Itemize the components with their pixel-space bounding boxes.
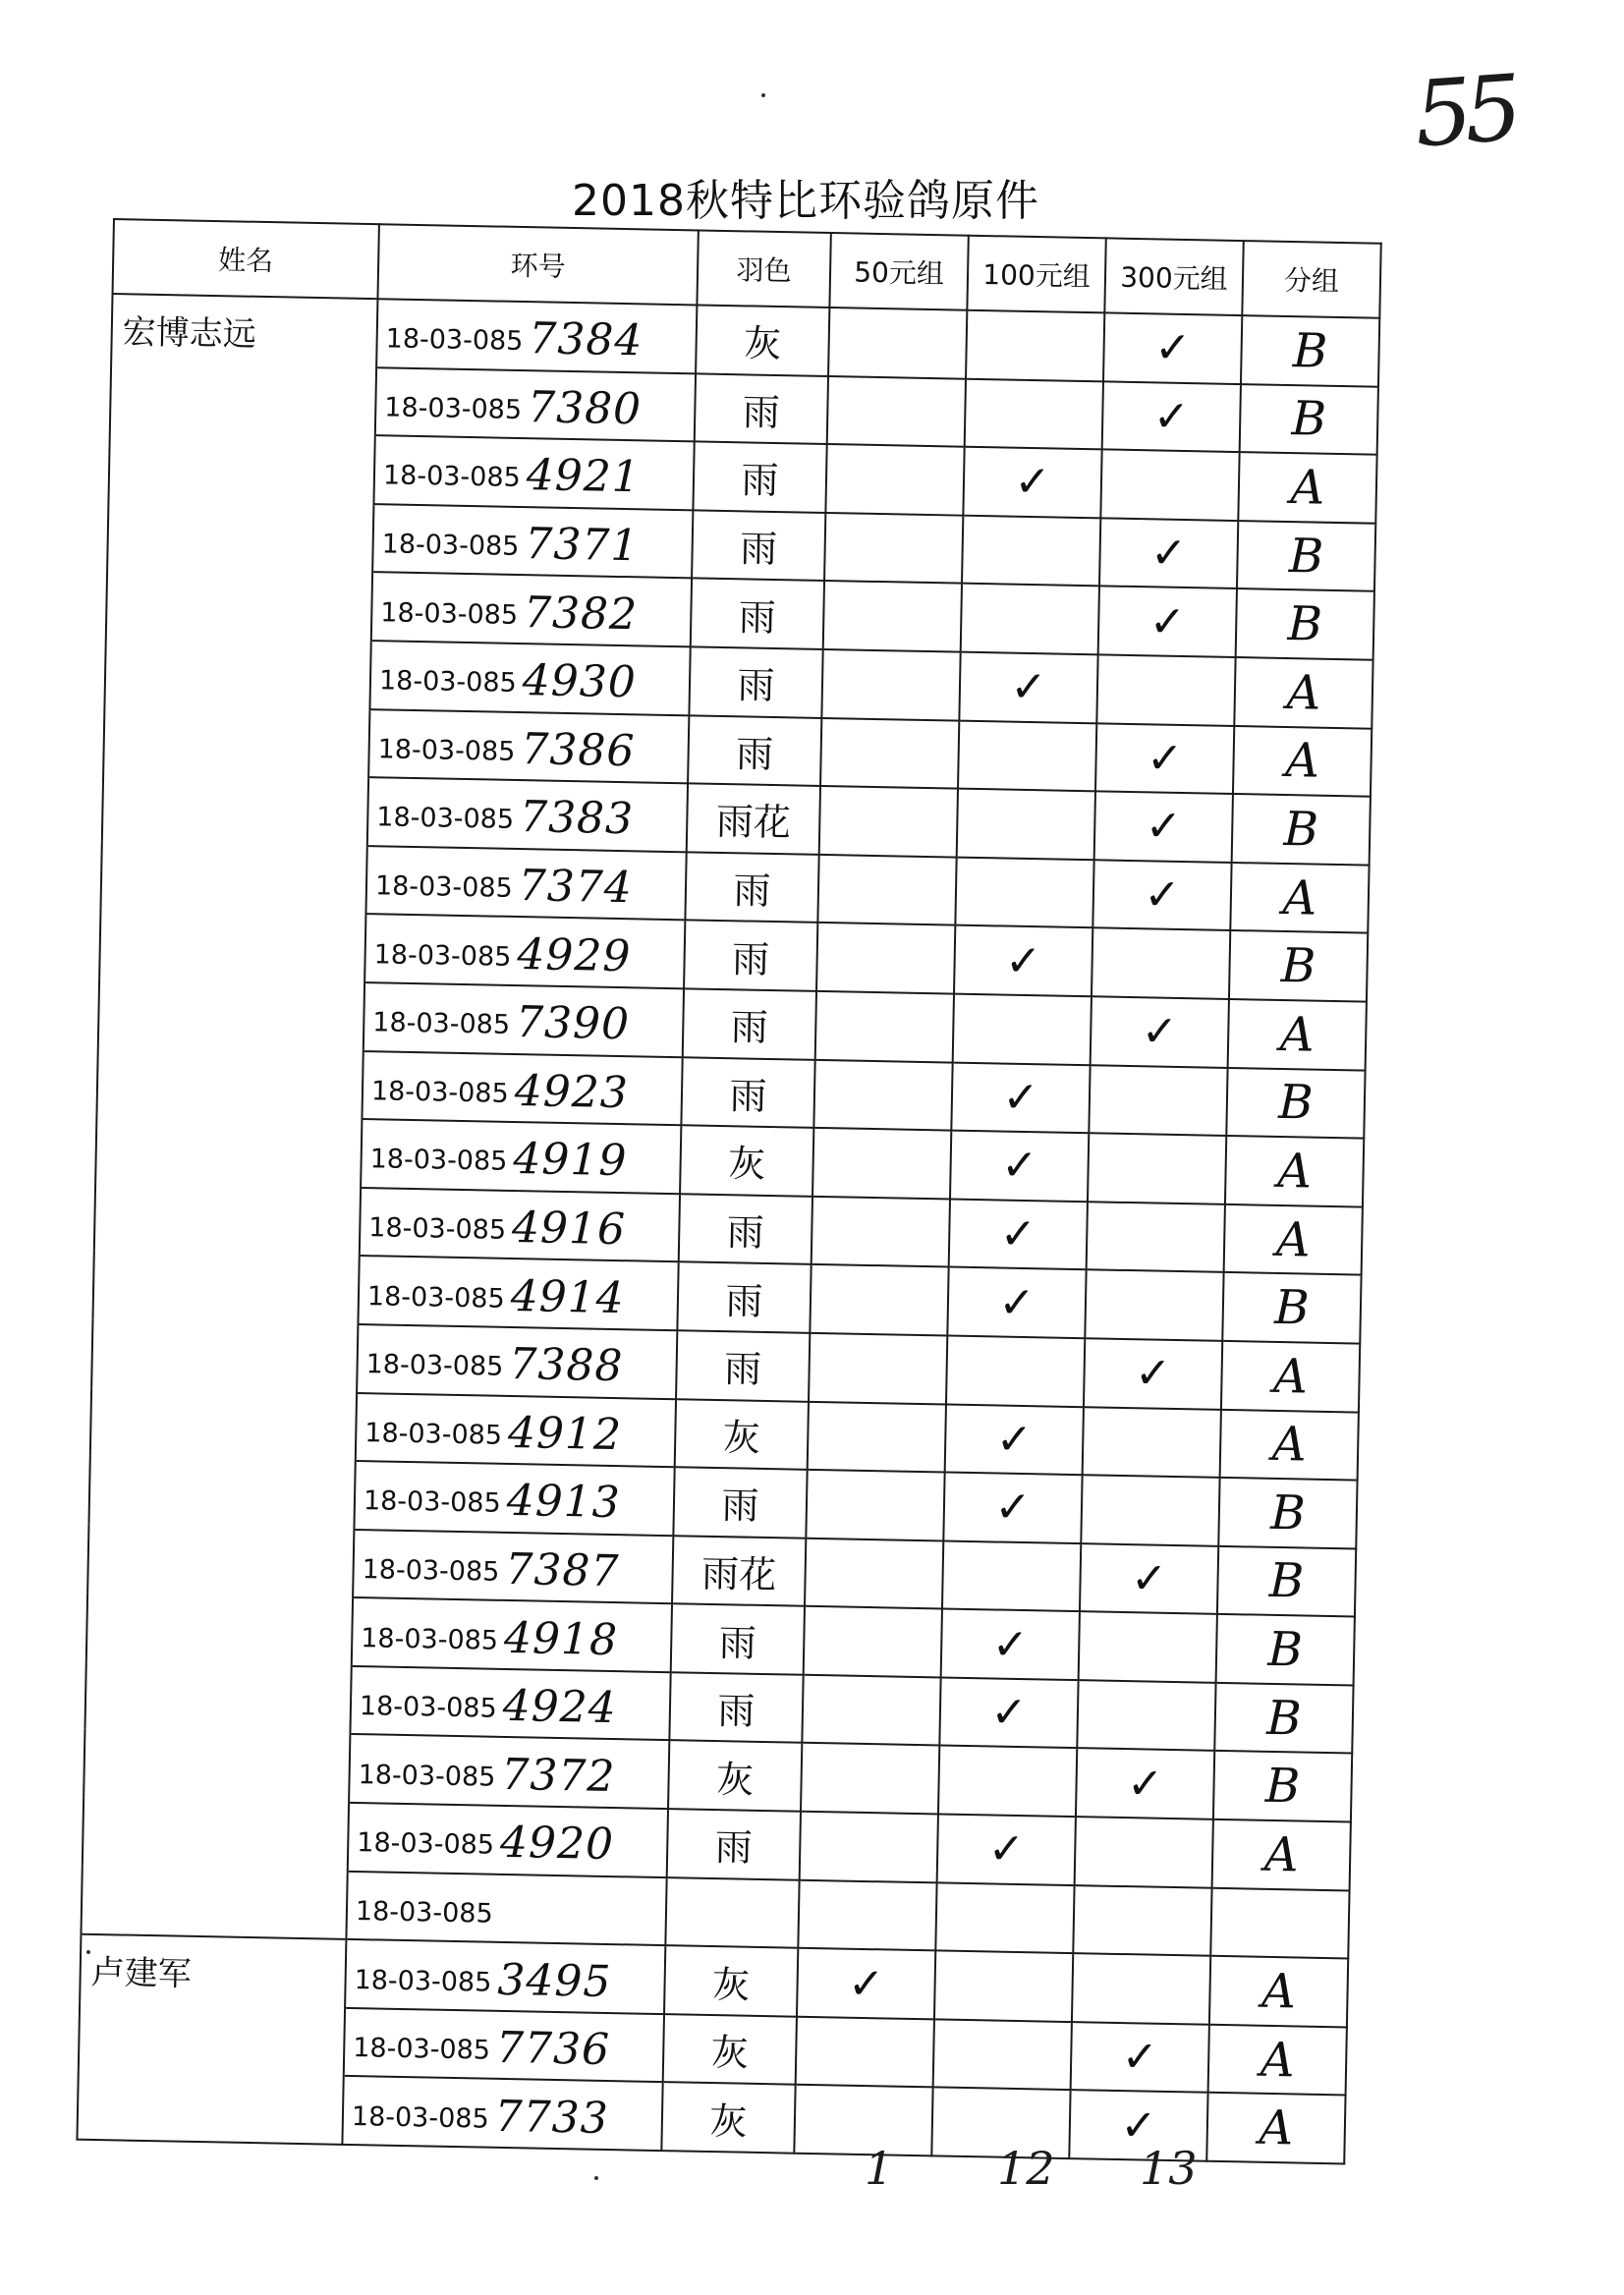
group-300-check: ✓ <box>1071 2022 1209 2093</box>
group-300-check <box>1085 1270 1223 1341</box>
group-100-check <box>953 994 1092 1065</box>
group-300-check: ✓ <box>1080 1543 1218 1614</box>
ring-handwritten-number: 7387 <box>504 1543 620 1597</box>
ring-number-cell <box>361 1119 681 1194</box>
ring-handwritten-number: 4919 <box>512 1134 628 1187</box>
feather-color-cell: 雨 <box>695 373 828 444</box>
group-100-check <box>966 310 1104 381</box>
ring-handwritten-number: 4914 <box>510 1270 626 1323</box>
feather-color-cell: 雨 <box>673 1467 807 1538</box>
owner-name-cell <box>102 772 368 846</box>
ring-handwritten-number: 7390 <box>515 997 631 1050</box>
owner-name-cell <box>106 567 372 641</box>
group-50-check: ✓ <box>797 1948 935 2019</box>
group-300-check <box>1079 1611 1217 1682</box>
total-50-group: 1 <box>865 2142 894 2195</box>
group-100-check: ✓ <box>963 447 1101 518</box>
ring-handwritten-number: 4916 <box>511 1203 627 1256</box>
feather-color-cell: 灰 <box>661 2083 795 2154</box>
group-100-check <box>962 515 1100 586</box>
registration-sheet <box>76 218 1379 2164</box>
header-50-group: 50元组 <box>829 233 968 310</box>
division-cell: B <box>1232 794 1371 865</box>
division-cell: B <box>1216 1614 1355 1685</box>
total-100-group: 12 <box>997 2142 1055 2195</box>
group-300-check <box>1096 654 1235 725</box>
ring-handwritten-number: 4923 <box>514 1065 630 1119</box>
ring-handwritten-number: 4930 <box>522 655 638 708</box>
ring-prefix: 18-03-085 <box>365 1349 504 1383</box>
feather-color-cell: 雨 <box>688 715 821 786</box>
division-cell: A <box>1221 1341 1360 1412</box>
group-50-check <box>813 1059 952 1130</box>
ring-handwritten-number: 4924 <box>502 1681 618 1734</box>
feather-color-cell: 雨 <box>689 646 822 717</box>
group-300-check: ✓ <box>1102 381 1241 452</box>
group-100-check <box>934 1951 1073 2022</box>
group-300-check <box>1089 1065 1227 1136</box>
ring-prefix: 18-03-085 <box>376 802 515 836</box>
group-100-check: ✓ <box>950 1131 1089 1202</box>
ring-handwritten-number: 7380 <box>527 382 643 435</box>
ring-number-cell <box>352 1597 672 1672</box>
header-color: 羽色 <box>697 230 830 308</box>
ring-number-cell <box>346 1872 666 1946</box>
group-50-check <box>796 2017 934 2088</box>
owner-name-cell <box>81 1866 347 1939</box>
division-cell: A <box>1209 1956 1348 2027</box>
owner-name-cell <box>92 1251 359 1324</box>
division-cell: A <box>1234 657 1372 728</box>
ring-handwritten-number: 7386 <box>520 723 636 777</box>
division-cell: A <box>1225 1136 1364 1206</box>
group-300-check <box>1087 1202 1225 1272</box>
ring-prefix: 18-03-085 <box>362 1554 500 1588</box>
feather-color-cell: 灰 <box>696 305 829 375</box>
owner-name-cell <box>103 703 369 777</box>
group-50-check <box>815 991 954 1062</box>
ring-prefix: 18-03-085 <box>373 938 512 973</box>
group-50-check <box>801 1743 939 1814</box>
group-100-check: ✓ <box>943 1473 1082 1543</box>
ring-number-cell <box>365 846 686 921</box>
ring-prefix: 18-03-085 <box>372 1007 511 1041</box>
ring-handwritten-number: 7374 <box>518 861 634 914</box>
group-50-check <box>819 786 958 857</box>
owner-name-cell <box>110 363 376 436</box>
ring-number-cell <box>342 2076 662 2151</box>
ring-handwritten-number: 7382 <box>523 587 639 640</box>
division-cell: A <box>1220 1409 1359 1480</box>
feather-color-cell: 雨花 <box>672 1536 806 1606</box>
group-50-check <box>824 513 963 584</box>
feather-color-cell: 雨 <box>677 1262 811 1333</box>
group-50-check <box>816 923 955 993</box>
ring-number-cell <box>376 299 697 373</box>
feather-color-cell: 雨 <box>669 1672 803 1743</box>
division-cell: B <box>1241 315 1379 386</box>
group-100-check <box>957 789 1095 860</box>
owner-name-cell <box>96 1045 363 1119</box>
group-50-check <box>812 1197 950 1267</box>
group-50-check <box>804 1606 942 1677</box>
owner-name-cell <box>90 1387 357 1461</box>
owner-name-cell: 宏博志远 <box>111 294 377 367</box>
ring-prefix: 18-03-085 <box>366 1280 505 1315</box>
feather-color-cell: 雨 <box>667 1809 801 1879</box>
group-50-check <box>825 444 964 515</box>
header-group: 分组 <box>1242 241 1380 318</box>
ring-handwritten-number: 4913 <box>506 1476 622 1529</box>
owner-name-cell <box>79 2003 345 2077</box>
scan-speck <box>594 2176 598 2180</box>
ring-number-cell <box>360 1188 680 1262</box>
owner-name-cell <box>91 1319 358 1393</box>
division-cell: B <box>1218 1478 1357 1548</box>
feather-color-cell: 雨 <box>679 1194 812 1264</box>
ring-number-cell <box>348 1803 668 1877</box>
ring-handwritten-number: 4929 <box>516 928 632 981</box>
ring-number-cell <box>364 914 685 988</box>
division-cell: A <box>1230 863 1369 933</box>
group-100-check <box>965 378 1103 449</box>
division-cell: B <box>1236 588 1374 659</box>
division-cell: B <box>1229 930 1368 1001</box>
group-300-check: ✓ <box>1098 587 1237 657</box>
ring-handwritten-number: 7388 <box>508 1339 624 1392</box>
group-100-check: ✓ <box>937 1814 1076 1884</box>
ring-number-cell <box>358 1256 678 1330</box>
owner-name-cell <box>87 1524 354 1597</box>
ring-prefix: 18-03-085 <box>377 734 516 767</box>
scan-speck <box>761 93 765 97</box>
division-cell: B <box>1222 1272 1361 1343</box>
group-50-check <box>817 855 956 925</box>
group-50-check <box>812 1128 951 1199</box>
owner-name-cell <box>105 636 371 709</box>
ring-prefix: 18-03-085 <box>364 1417 503 1451</box>
ring-prefix: 18-03-085 <box>355 1896 493 1930</box>
group-100-check <box>942 1540 1081 1611</box>
division-cell: B <box>1217 1546 1356 1617</box>
group-100-check <box>933 2019 1072 2090</box>
group-300-check: ✓ <box>1084 1338 1222 1409</box>
document-title: 2018秋特比环验鸽原件 <box>572 176 1039 226</box>
group-300-check <box>1081 1475 1219 1545</box>
group-50-check <box>828 308 967 378</box>
division-cell: B <box>1237 521 1375 591</box>
division-cell: B <box>1214 1683 1353 1754</box>
ring-number-cell <box>369 641 690 715</box>
ring-prefix: 18-03-085 <box>351 2100 489 2135</box>
ring-handwritten-number: 7383 <box>519 792 635 845</box>
ring-prefix: 18-03-085 <box>369 1144 508 1178</box>
owner-name-cell <box>84 1661 351 1735</box>
ring-number-cell <box>356 1392 676 1467</box>
group-100-check <box>938 1746 1077 1817</box>
feather-color-cell <box>665 1877 799 1948</box>
owner-name-cell <box>88 1456 355 1530</box>
ring-handwritten-number: 7736 <box>495 2022 611 2076</box>
ring-handwritten-number: 7384 <box>528 313 644 366</box>
group-300-check <box>1100 450 1239 521</box>
feather-color-cell: 雨 <box>684 921 817 991</box>
group-100-check <box>935 1882 1074 1953</box>
division-cell: A <box>1224 1204 1363 1275</box>
owner-name-cell <box>95 1114 362 1188</box>
group-100-check <box>958 720 1096 791</box>
ring-number-cell <box>373 435 694 510</box>
ring-prefix: 18-03-085 <box>374 870 514 904</box>
group-50-check <box>794 2085 932 2155</box>
group-300-check: ✓ <box>1099 518 1238 588</box>
owner-name-cell <box>83 1798 349 1872</box>
feather-color-cell: 雨 <box>692 510 825 581</box>
ring-handwritten-number: 4920 <box>499 1818 615 1871</box>
group-300-check: ✓ <box>1103 312 1242 383</box>
group-100-check: ✓ <box>951 1062 1090 1133</box>
division-cell: A <box>1228 999 1367 1070</box>
ring-number-cell <box>354 1461 674 1536</box>
division-cell: B <box>1240 384 1378 455</box>
owner-name-cell <box>109 430 375 504</box>
ring-handwritten-number: 7371 <box>524 519 640 572</box>
ring-number-cell <box>349 1734 669 1809</box>
group-50-check <box>805 1538 943 1608</box>
header-100-group: 100元组 <box>967 236 1105 313</box>
feather-color-cell: 灰 <box>664 1945 798 2016</box>
feather-color-cell: 灰 <box>680 1125 813 1196</box>
registration-table <box>76 218 1381 2164</box>
owner-name-cell <box>98 978 364 1051</box>
group-300-check <box>1073 1885 1211 1956</box>
ring-handwritten-number: 7372 <box>500 1749 616 1802</box>
feather-color-cell: 雨 <box>671 1603 805 1674</box>
group-50-check <box>820 718 959 789</box>
group-100-check: ✓ <box>954 925 1092 996</box>
group-50-check <box>809 1333 947 1404</box>
feather-color-cell: 雨 <box>693 442 826 513</box>
division-cell: A <box>1206 2093 1345 2163</box>
ring-number-cell <box>371 573 692 647</box>
page-number: 55 <box>1411 55 1518 168</box>
group-100-check: ✓ <box>959 652 1097 723</box>
group-50-check <box>827 376 966 447</box>
division-cell: B <box>1226 1067 1365 1138</box>
ring-handwritten-number <box>498 1886 499 1936</box>
group-100-check: ✓ <box>949 1199 1088 1269</box>
group-50-check <box>802 1675 940 1746</box>
feather-color-cell: 雨 <box>685 852 818 923</box>
owner-name-cell: 卢建军 <box>80 1934 346 2008</box>
group-100-check: ✓ <box>941 1609 1080 1680</box>
division-cell: A <box>1233 726 1372 797</box>
division-cell: A <box>1212 1819 1351 1890</box>
ring-number-cell <box>344 2008 664 2083</box>
feather-color-cell: 灰 <box>663 2014 797 2085</box>
group-50-check <box>821 649 960 720</box>
group-100-check <box>961 584 1099 654</box>
group-100-check <box>955 857 1093 927</box>
ring-prefix: 18-03-085 <box>358 1759 496 1793</box>
group-300-check: ✓ <box>1069 2090 1207 2160</box>
header-name: 姓名 <box>113 219 379 299</box>
feather-color-cell: 灰 <box>668 1741 802 1812</box>
division-cell: A <box>1238 452 1376 523</box>
group-300-check: ✓ <box>1094 791 1233 862</box>
header-ring: 环号 <box>377 224 698 305</box>
group-50-check <box>810 1264 948 1335</box>
scan-speck <box>86 1950 90 1954</box>
ring-handwritten-number: 4912 <box>507 1407 623 1460</box>
group-300-check <box>1083 1407 1221 1478</box>
ring-handwritten-number: 4921 <box>526 450 642 503</box>
group-50-check <box>806 1470 944 1540</box>
ring-number-cell <box>372 504 693 579</box>
owner-name-cell <box>94 1183 361 1257</box>
division-cell: B <box>1213 1751 1352 1821</box>
feather-color-cell: 雨 <box>676 1330 810 1401</box>
group-100-check <box>946 1335 1085 1406</box>
ring-number-cell <box>364 982 684 1057</box>
group-50-check <box>798 1879 936 1950</box>
ring-prefix: 18-03-085 <box>382 460 522 494</box>
owner-name-cell <box>107 499 373 573</box>
group-300-check <box>1075 1817 1213 1887</box>
ring-prefix: 18-03-085 <box>381 529 520 563</box>
ring-prefix: 18-03-085 <box>370 1076 509 1109</box>
ring-prefix: 18-03-085 <box>363 1485 501 1520</box>
owner-name-cell <box>77 2071 343 2145</box>
ring-number-cell <box>350 1666 670 1741</box>
total-300-group: 13 <box>1140 2142 1198 2195</box>
ring-prefix: 18-03-085 <box>352 2033 491 2066</box>
ring-number-cell <box>345 1939 665 2014</box>
division-cell <box>1210 1887 1349 1958</box>
group-300-check: ✓ <box>1091 996 1229 1067</box>
ring-prefix: 18-03-085 <box>380 596 519 631</box>
ring-handwritten-number: 4918 <box>503 1612 619 1665</box>
ring-prefix: 18-03-085 <box>368 1212 507 1246</box>
feather-color-cell: 雨花 <box>687 783 820 854</box>
ring-prefix: 18-03-085 <box>356 1827 495 1862</box>
group-50-check <box>800 1812 938 1882</box>
group-300-check <box>1077 1680 1215 1751</box>
group-50-check <box>808 1401 946 1472</box>
ring-number-cell <box>357 1324 677 1399</box>
feather-color-cell: 灰 <box>675 1399 809 1470</box>
owner-name-cell <box>99 909 365 982</box>
ring-number-cell <box>367 777 688 852</box>
ring-handwritten-number: 3495 <box>496 1954 612 2007</box>
division-cell: A <box>1208 2025 1347 2096</box>
group-300-check <box>1072 1953 1210 2024</box>
ring-prefix: 18-03-085 <box>354 1964 492 1998</box>
owner-name-cell <box>84 1729 350 1803</box>
owner-name-cell <box>86 1593 353 1666</box>
group-100-check: ✓ <box>947 1267 1086 1338</box>
group-100-check: ✓ <box>945 1404 1084 1475</box>
group-300-check: ✓ <box>1076 1749 1214 1819</box>
feather-color-cell: 雨 <box>691 579 824 649</box>
feather-color-cell: 雨 <box>681 1057 814 1128</box>
feather-color-cell: 雨 <box>683 988 816 1059</box>
ring-number-cell <box>368 709 689 784</box>
ring-prefix: 18-03-085 <box>385 323 524 358</box>
ring-number-cell <box>362 1051 682 1126</box>
ring-prefix: 18-03-085 <box>384 392 523 425</box>
ring-number-cell <box>353 1530 673 1604</box>
table-body <box>77 294 1379 2163</box>
group-100-check: ✓ <box>939 1677 1078 1748</box>
group-300-check: ✓ <box>1095 723 1234 794</box>
group-300-check: ✓ <box>1092 860 1231 930</box>
group-300-check <box>1088 1133 1226 1203</box>
header-300-group: 300元组 <box>1104 238 1243 315</box>
group-50-check <box>823 581 962 651</box>
owner-name-cell <box>100 841 366 915</box>
ring-handwritten-number: 7733 <box>494 2091 610 2144</box>
ring-prefix: 18-03-085 <box>361 1622 499 1656</box>
ring-prefix: 18-03-085 <box>359 1691 497 1724</box>
group-300-check <box>1092 928 1230 999</box>
ring-number-cell <box>375 367 696 442</box>
ring-prefix: 18-03-085 <box>378 665 518 700</box>
